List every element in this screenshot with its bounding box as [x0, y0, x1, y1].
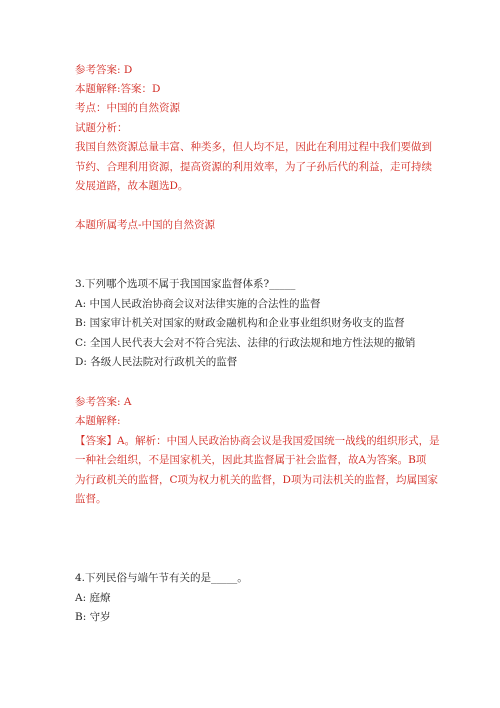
q2-explain-label: 本题解释:答案：D — [75, 83, 161, 95]
q2-point: 考点：中国的自然资源 — [75, 102, 180, 114]
q3-explain-line: 为行政机关的监督，C项为权力机关的监督，D项为司法机关的监督，均属国家 — [75, 474, 438, 486]
q2-answer: 参考答案: D — [75, 64, 133, 76]
q2-analysis-line: 发展道路，故本题选D。 — [75, 180, 189, 192]
q3-explain-line: 一种社会组织，不是国家机关，因此其监督属于社会监督，故A为答案。B项 — [75, 454, 427, 466]
q4-stem: 4.下列民俗与端午节有关的是_____。 — [75, 572, 248, 584]
q3-option-b: B: 国家审计机关对国家的财政金融机构和企业事业组织财务收支的监督 — [75, 317, 405, 329]
q3-answer: 参考答案: A — [75, 396, 132, 408]
q3-explain-line: 监督。 — [75, 493, 107, 505]
q2-category: 本题所属考点-中国的自然资源 — [75, 219, 216, 231]
q2-analysis-line: 我国自然资源总量丰富、种类多，但人均不足，因此在利用过程中我们要做到 — [75, 141, 432, 153]
q3-stem: 3.下列哪个选项不属于我国国家监督体系?_____ — [75, 278, 296, 290]
q2-analysis-title: 试题分析： — [75, 122, 128, 134]
q2-analysis-line: 节约、合理利用资源，提高资源的利用效率，为了子孙后代的利益，走可持续 — [75, 161, 432, 173]
q3-explain-line: 【答案】A。解析：中国人民政治协商会议是我国爱国统一战线的组织形式，是 — [75, 435, 440, 447]
q3-option-a: A: 中国人民政治协商会议对法律实施的合法性的监督 — [75, 298, 321, 310]
q3-option-c: C: 全国人民代表大会对不符合宪法、法律的行政法规和地方性法规的撤销 — [75, 337, 416, 349]
q3-option-d: D: 各级人民法院对行政机关的监督 — [75, 356, 238, 368]
q4-option-b: B: 守岁 — [75, 611, 111, 623]
q4-option-a: A: 庭燎 — [75, 592, 111, 604]
q3-explain-label: 本题解释: — [75, 415, 121, 427]
